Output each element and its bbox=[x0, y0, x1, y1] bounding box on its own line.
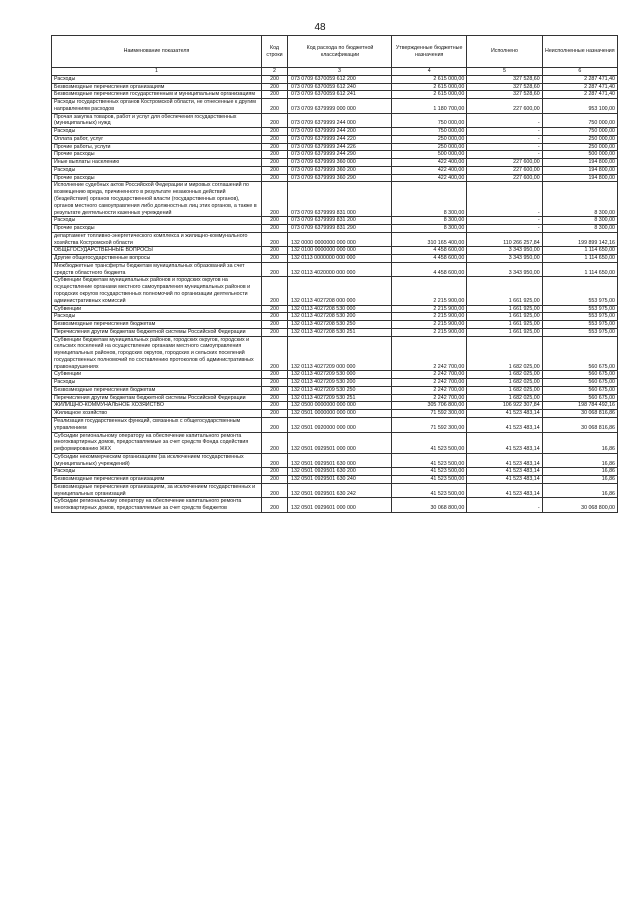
unexecuted-amount-cell: 560 675,00 bbox=[542, 371, 617, 379]
budget-class-code-cell: 132 0501 0929501 630 242 bbox=[288, 483, 392, 498]
table-row bbox=[52, 305, 618, 313]
table-row bbox=[52, 128, 618, 136]
table-row bbox=[52, 468, 618, 476]
unexecuted-amount-cell: 1 114 650,00 bbox=[542, 247, 617, 255]
executed-amount-cell: 41 523 483,14 bbox=[467, 453, 542, 468]
approved-amount-cell: 422 400,00 bbox=[392, 166, 467, 174]
executed-amount-cell: 327 528,60 bbox=[467, 75, 542, 83]
approved-amount-cell: 750 000,00 bbox=[392, 128, 467, 136]
unexecuted-amount-cell: 8 300,00 bbox=[542, 217, 617, 225]
executed-amount-cell: 41 523 483,14 bbox=[467, 476, 542, 484]
line-code-cell: 200 bbox=[262, 232, 288, 247]
approved-amount-cell: 41 523 500,00 bbox=[392, 483, 467, 498]
line-code-cell: 200 bbox=[262, 417, 288, 432]
line-code-cell: 200 bbox=[262, 217, 288, 225]
table-row bbox=[52, 151, 618, 159]
budget-class-code-cell: 073 0709 6379999 244 290 bbox=[288, 151, 392, 159]
table-row bbox=[52, 113, 618, 128]
indicator-name-cell: ОБЩЕГОСУДАРСТВЕННЫЕ ВОПРОСЫ bbox=[52, 247, 262, 255]
executed-amount-cell: 1 682 025,00 bbox=[467, 379, 542, 387]
executed-amount-cell: 1 661 925,00 bbox=[467, 277, 542, 305]
approved-amount-cell: 30 068 800,00 bbox=[392, 498, 467, 513]
header-budget-class-code: Код расхода по бюджетной классификации bbox=[288, 36, 392, 68]
unexecuted-amount-cell: 1 114 650,00 bbox=[542, 255, 617, 263]
line-code-cell: 200 bbox=[262, 410, 288, 418]
line-code-cell: 200 bbox=[262, 432, 288, 453]
line-code-cell: 200 bbox=[262, 453, 288, 468]
line-code-cell: 200 bbox=[262, 247, 288, 255]
line-code-cell: 200 bbox=[262, 99, 288, 114]
executed-amount-cell: 227 600,00 bbox=[467, 99, 542, 114]
indicator-name-cell: Безвозмездные перечисления бюджетам bbox=[52, 386, 262, 394]
approved-amount-cell: 2 615 000,00 bbox=[392, 75, 467, 83]
indicator-name-cell: ЖИЛИЩНО-КОММУНАЛЬНОЕ ХОЗЯЙСТВО bbox=[52, 402, 262, 410]
line-code-cell: 200 bbox=[262, 305, 288, 313]
executed-amount-cell: 41 523 483,14 bbox=[467, 483, 542, 498]
approved-amount-cell: 2 615 000,00 bbox=[392, 83, 467, 91]
line-code-cell: 200 bbox=[262, 174, 288, 182]
indicator-name-cell: Перечисления другим бюджетам бюджетной системы Российской Федерации bbox=[52, 328, 262, 336]
table-row bbox=[52, 174, 618, 182]
budget-class-code-cell: 132 0500 0000000 000 000 bbox=[288, 402, 392, 410]
approved-amount-cell: 2 242 700,00 bbox=[392, 371, 467, 379]
approved-amount-cell: 8 300,00 bbox=[392, 217, 467, 225]
table-row bbox=[52, 75, 618, 83]
approved-amount-cell: 750 000,00 bbox=[392, 113, 467, 128]
executed-amount-cell: 41 523 483,14 bbox=[467, 432, 542, 453]
unexecuted-amount-cell: 2 287 471,40 bbox=[542, 83, 617, 91]
indicator-name-cell: Безвозмездные перечисления организациям bbox=[52, 476, 262, 484]
budget-class-code-cell: 073 0709 6370059 612 241 bbox=[288, 91, 392, 99]
indicator-name-cell: Прочие расходы bbox=[52, 225, 262, 233]
approved-amount-cell: 250 000,00 bbox=[392, 135, 467, 143]
table-body bbox=[52, 75, 618, 512]
approved-amount-cell: 2 215 900,00 bbox=[392, 277, 467, 305]
budget-class-code-cell: 132 0113 4027208 530 000 bbox=[288, 305, 392, 313]
executed-amount-cell: - bbox=[467, 498, 542, 513]
table-header-row bbox=[52, 36, 618, 68]
budget-class-code-cell: 132 0113 4027208 000 000 bbox=[288, 277, 392, 305]
unexecuted-amount-cell: 750 000,00 bbox=[542, 128, 617, 136]
line-code-cell: 200 bbox=[262, 159, 288, 167]
budget-class-code-cell: 073 0709 6379999 831 200 bbox=[288, 217, 392, 225]
line-code-cell: 200 bbox=[262, 483, 288, 498]
indicator-name-cell: Субсидии некоммерческим организациям (за исключением государственных (муниципальных) учреждений) bbox=[52, 453, 262, 468]
approved-amount-cell: 2 215 900,00 bbox=[392, 328, 467, 336]
executed-amount-cell: 227 600,00 bbox=[467, 159, 542, 167]
table-row bbox=[52, 99, 618, 114]
line-code-cell: 200 bbox=[262, 262, 288, 277]
budget-class-code-cell: 132 0113 4027208 530 250 bbox=[288, 321, 392, 329]
line-code-cell: 200 bbox=[262, 128, 288, 136]
unexecuted-amount-cell: 199 899 142,16 bbox=[542, 232, 617, 247]
indicator-name-cell: Оплата работ, услуг bbox=[52, 135, 262, 143]
table-row bbox=[52, 135, 618, 143]
approved-amount-cell: 4 458 600,00 bbox=[392, 247, 467, 255]
unexecuted-amount-cell: 8 300,00 bbox=[542, 225, 617, 233]
budget-class-code-cell: 132 0113 4027208 530 251 bbox=[288, 328, 392, 336]
unexecuted-amount-cell: 500 000,00 bbox=[542, 151, 617, 159]
column-numbers-row bbox=[52, 68, 618, 76]
executed-amount-cell: 41 523 483,14 bbox=[467, 410, 542, 418]
executed-amount-cell: 227 600,00 bbox=[467, 166, 542, 174]
table-row bbox=[52, 143, 618, 151]
executed-amount-cell: - bbox=[467, 113, 542, 128]
header-approved: Утвержденные бюджетные назначения bbox=[392, 36, 467, 68]
table-row bbox=[52, 159, 618, 167]
approved-amount-cell: 422 400,00 bbox=[392, 159, 467, 167]
approved-amount-cell: 2 215 900,00 bbox=[392, 305, 467, 313]
line-code-cell: 200 bbox=[262, 113, 288, 128]
table-row bbox=[52, 402, 618, 410]
executed-amount-cell: - bbox=[467, 217, 542, 225]
unexecuted-amount-cell: 16,86 bbox=[542, 432, 617, 453]
header-line-code: Код строки bbox=[262, 36, 288, 68]
approved-amount-cell: 2 215 900,00 bbox=[392, 313, 467, 321]
line-code-cell: 200 bbox=[262, 91, 288, 99]
unexecuted-amount-cell: 553 975,00 bbox=[542, 277, 617, 305]
indicator-name-cell: департамент топливно-энергетического комплекса и жилищно-коммунального хозяйства Костромской области bbox=[52, 232, 262, 247]
indicator-name-cell: Субсидии региональному оператору на обеспечение капитального ремонта многоквартирных домов, предоставляемые за счет средств Фонда содействия реформированию ЖКХ bbox=[52, 432, 262, 453]
line-code-cell: 200 bbox=[262, 313, 288, 321]
indicator-name-cell: Иные выплаты населению bbox=[52, 159, 262, 167]
column-number: 4 bbox=[392, 68, 467, 76]
unexecuted-amount-cell: 560 675,00 bbox=[542, 336, 617, 371]
budget-class-code-cell: 073 0709 6379999 831 000 bbox=[288, 182, 392, 217]
budget-class-code-cell: 132 0113 4027209 530 200 bbox=[288, 379, 392, 387]
indicator-name-cell: Расходы bbox=[52, 128, 262, 136]
approved-amount-cell: 250 000,00 bbox=[392, 143, 467, 151]
line-code-cell: 200 bbox=[262, 225, 288, 233]
unexecuted-amount-cell: 198 784 492,16 bbox=[542, 402, 617, 410]
line-code-cell: 200 bbox=[262, 83, 288, 91]
budget-class-code-cell: 073 0709 6379999 244 220 bbox=[288, 135, 392, 143]
table-row bbox=[52, 225, 618, 233]
approved-amount-cell: 305 706 800,00 bbox=[392, 402, 467, 410]
table-row bbox=[52, 336, 618, 371]
line-code-cell: 200 bbox=[262, 336, 288, 371]
indicator-name-cell: Расходы государственных органов Костромской области, не отнесенные к другим направлениям расходов bbox=[52, 99, 262, 114]
indicator-name-cell: Безвозмездные перечисления государственным и муниципальным организациям bbox=[52, 91, 262, 99]
indicator-name-cell: Субвенции bbox=[52, 305, 262, 313]
budget-class-code-cell: 132 0501 0929501 630 240 bbox=[288, 476, 392, 484]
line-code-cell: 200 bbox=[262, 371, 288, 379]
indicator-name-cell: Расходы bbox=[52, 166, 262, 174]
budget-class-code-cell: 073 0709 6379999 244 200 bbox=[288, 128, 392, 136]
indicator-name-cell: Прочая закупка товаров, работ и услуг для обеспечения государственных (муниципальных) нужд bbox=[52, 113, 262, 128]
approved-amount-cell: 71 592 300,00 bbox=[392, 410, 467, 418]
budget-class-code-cell: 073 0709 6379999 244 000 bbox=[288, 113, 392, 128]
unexecuted-amount-cell: 16,86 bbox=[542, 468, 617, 476]
approved-amount-cell: 8 300,00 bbox=[392, 225, 467, 233]
approved-amount-cell: 71 592 300,00 bbox=[392, 417, 467, 432]
budget-class-code-cell: 132 0113 4027209 000 000 bbox=[288, 336, 392, 371]
table-row bbox=[52, 453, 618, 468]
table-row bbox=[52, 417, 618, 432]
table-row bbox=[52, 321, 618, 329]
executed-amount-cell: 3 343 950,00 bbox=[467, 262, 542, 277]
table-row bbox=[52, 255, 618, 263]
executed-amount-cell: 327 528,60 bbox=[467, 91, 542, 99]
budget-class-code-cell: 132 0113 0000000 000 000 bbox=[288, 255, 392, 263]
unexecuted-amount-cell: 16,86 bbox=[542, 476, 617, 484]
budget-class-code-cell: 073 0709 6379999 000 000 bbox=[288, 99, 392, 114]
indicator-name-cell: Субвенции бюджетам муниципальных районов и городских округов на осуществление органами местного самоуправления муниципальных районов и городских округов государственных полномочий по организации деятельности административных комиссий bbox=[52, 277, 262, 305]
approved-amount-cell: 500 000,00 bbox=[392, 151, 467, 159]
budget-execution-table bbox=[51, 35, 618, 513]
line-code-cell: 200 bbox=[262, 394, 288, 402]
budget-class-code-cell: 132 0113 4027208 530 200 bbox=[288, 313, 392, 321]
indicator-name-cell: Расходы bbox=[52, 468, 262, 476]
line-code-cell: 200 bbox=[262, 379, 288, 387]
budget-class-code-cell: 132 0501 0929601 000 000 bbox=[288, 498, 392, 513]
table-row bbox=[52, 262, 618, 277]
executed-amount-cell: - bbox=[467, 225, 542, 233]
executed-amount-cell: 1 682 025,00 bbox=[467, 394, 542, 402]
table-row bbox=[52, 386, 618, 394]
budget-class-code-cell: 073 0709 6379999 244 226 bbox=[288, 143, 392, 151]
unexecuted-amount-cell: 194 800,00 bbox=[542, 159, 617, 167]
budget-class-code-cell: 132 0501 0920000 000 000 bbox=[288, 417, 392, 432]
budget-class-code-cell: 132 0501 0929501 630 000 bbox=[288, 453, 392, 468]
executed-amount-cell: 327 528,60 bbox=[467, 83, 542, 91]
table-row bbox=[52, 328, 618, 336]
approved-amount-cell: 2 242 700,00 bbox=[392, 386, 467, 394]
budget-class-code-cell: 132 0100 0000000 000 000 bbox=[288, 247, 392, 255]
unexecuted-amount-cell: 2 287 471,40 bbox=[542, 91, 617, 99]
unexecuted-amount-cell: 560 675,00 bbox=[542, 379, 617, 387]
line-code-cell: 200 bbox=[262, 386, 288, 394]
budget-class-code-cell: 073 0709 6370059 612 200 bbox=[288, 75, 392, 83]
line-code-cell: 200 bbox=[262, 255, 288, 263]
executed-amount-cell: 1 682 025,00 bbox=[467, 386, 542, 394]
approved-amount-cell: 2 242 700,00 bbox=[392, 336, 467, 371]
indicator-name-cell: Расходы bbox=[52, 217, 262, 225]
indicator-name-cell: Другие общегосударственные вопросы bbox=[52, 255, 262, 263]
indicator-name-cell: Жилищное хозяйство bbox=[52, 410, 262, 418]
executed-amount-cell: 41 523 483,14 bbox=[467, 417, 542, 432]
unexecuted-amount-cell: 953 100,00 bbox=[542, 99, 617, 114]
unexecuted-amount-cell: 30 068 816,86 bbox=[542, 417, 617, 432]
unexecuted-amount-cell: 553 975,00 bbox=[542, 328, 617, 336]
executed-amount-cell: 1 661 925,00 bbox=[467, 313, 542, 321]
table-row bbox=[52, 83, 618, 91]
executed-amount-cell: - bbox=[467, 182, 542, 217]
line-code-cell: 200 bbox=[262, 476, 288, 484]
table-row bbox=[52, 483, 618, 498]
unexecuted-amount-cell: 30 068 816,86 bbox=[542, 410, 617, 418]
table-row bbox=[52, 410, 618, 418]
approved-amount-cell: 4 458 600,00 bbox=[392, 255, 467, 263]
executed-amount-cell: 106 922 307,84 bbox=[467, 402, 542, 410]
table-row bbox=[52, 232, 618, 247]
unexecuted-amount-cell: 16,86 bbox=[542, 483, 617, 498]
table-row bbox=[52, 379, 618, 387]
column-number: 2 bbox=[262, 68, 288, 76]
unexecuted-amount-cell: 250 000,00 bbox=[542, 135, 617, 143]
unexecuted-amount-cell: 16,86 bbox=[542, 453, 617, 468]
executed-amount-cell: - bbox=[467, 143, 542, 151]
executed-amount-cell: 3 343 950,00 bbox=[467, 247, 542, 255]
line-code-cell: 200 bbox=[262, 468, 288, 476]
indicator-name-cell: Межбюджетные трансферты бюджетам муниципальных образований за счет средств областного бюджета bbox=[52, 262, 262, 277]
unexecuted-amount-cell: 30 068 800,00 bbox=[542, 498, 617, 513]
column-number: 6 bbox=[542, 68, 617, 76]
unexecuted-amount-cell: 750 000,00 bbox=[542, 113, 617, 128]
line-code-cell: 200 bbox=[262, 402, 288, 410]
budget-class-code-cell: 073 0709 6379999 360 200 bbox=[288, 166, 392, 174]
indicator-name-cell: Безвозмездные перечисления организациям bbox=[52, 83, 262, 91]
executed-amount-cell: 110 266 257,84 bbox=[467, 232, 542, 247]
executed-amount-cell: 1 661 925,00 bbox=[467, 305, 542, 313]
budget-class-code-cell: 132 0000 0000000 000 000 bbox=[288, 232, 392, 247]
budget-class-code-cell: 073 0709 6379999 360 290 bbox=[288, 174, 392, 182]
indicator-name-cell: Прочие работы, услуги bbox=[52, 143, 262, 151]
indicator-name-cell: Расходы bbox=[52, 75, 262, 83]
table-row bbox=[52, 432, 618, 453]
table-row bbox=[52, 91, 618, 99]
approved-amount-cell: 2 242 700,00 bbox=[392, 394, 467, 402]
approved-amount-cell: 2 215 900,00 bbox=[392, 321, 467, 329]
approved-amount-cell: 41 523 500,00 bbox=[392, 468, 467, 476]
line-code-cell: 200 bbox=[262, 75, 288, 83]
line-code-cell: 200 bbox=[262, 328, 288, 336]
unexecuted-amount-cell: 194 800,00 bbox=[542, 174, 617, 182]
executed-amount-cell: 3 343 950,00 bbox=[467, 255, 542, 263]
line-code-cell: 200 bbox=[262, 151, 288, 159]
executed-amount-cell: 1 682 025,00 bbox=[467, 371, 542, 379]
table-row bbox=[52, 277, 618, 305]
indicator-name-cell: Субвенции бюджетам муниципальных районов, городских округов, городских и сельских поселений на осуществление органами местного самоуправления муниципальных районов, городских округов, городских и сельских поселений государственных полномочий по составлению протоколов об административных правонарушениях bbox=[52, 336, 262, 371]
indicator-name-cell: Исполнение судебных актов Российской Федерации и мировых соглашений по возмещению вреда, причиненного в результате незаконных действий (бездействия) органов государственной власти (государственных органов), органов местного самоуправления либо должностных лиц этих органов, а также в результате деятельности казенных учреждений bbox=[52, 182, 262, 217]
unexecuted-amount-cell: 194 800,00 bbox=[542, 166, 617, 174]
budget-class-code-cell: 132 0501 0000000 000 000 bbox=[288, 410, 392, 418]
line-code-cell: 200 bbox=[262, 498, 288, 513]
indicator-name-cell: Расходы bbox=[52, 313, 262, 321]
indicator-name-cell: Субвенции bbox=[52, 371, 262, 379]
column-number: 5 bbox=[467, 68, 542, 76]
table-row bbox=[52, 394, 618, 402]
approved-amount-cell: 41 523 500,00 bbox=[392, 432, 467, 453]
unexecuted-amount-cell: 250 000,00 bbox=[542, 143, 617, 151]
unexecuted-amount-cell: 560 675,00 bbox=[542, 394, 617, 402]
table-row bbox=[52, 247, 618, 255]
budget-class-code-cell: 073 0709 6379999 360 000 bbox=[288, 159, 392, 167]
approved-amount-cell: 41 523 500,00 bbox=[392, 476, 467, 484]
indicator-name-cell: Безвозмездные перечисления бюджетам bbox=[52, 321, 262, 329]
table-row bbox=[52, 476, 618, 484]
executed-amount-cell: - bbox=[467, 128, 542, 136]
executed-amount-cell: 227 600,00 bbox=[467, 174, 542, 182]
indicator-name-cell: Безвозмездные перечисления организациям, за исключением государственных и муниципальных организаций bbox=[52, 483, 262, 498]
line-code-cell: 200 bbox=[262, 182, 288, 217]
page-number: 48 bbox=[314, 22, 326, 33]
approved-amount-cell: 310 165 400,00 bbox=[392, 232, 467, 247]
header-executed: Исполнено bbox=[467, 36, 542, 68]
table-row bbox=[52, 313, 618, 321]
column-number: 1 bbox=[52, 68, 262, 76]
approved-amount-cell: 41 523 500,00 bbox=[392, 453, 467, 468]
approved-amount-cell: 1 180 700,00 bbox=[392, 99, 467, 114]
executed-amount-cell: - bbox=[467, 151, 542, 159]
unexecuted-amount-cell: 553 975,00 bbox=[542, 321, 617, 329]
line-code-cell: 200 bbox=[262, 277, 288, 305]
budget-class-code-cell: 132 0113 4020000 000 000 bbox=[288, 262, 392, 277]
table-row bbox=[52, 371, 618, 379]
indicator-name-cell: Перечисления другим бюджетам бюджетной системы Российской Федерации bbox=[52, 394, 262, 402]
executed-amount-cell: 41 523 483,14 bbox=[467, 468, 542, 476]
header-indicator-name: Наименование показателя bbox=[52, 36, 262, 68]
approved-amount-cell: 2 242 700,00 bbox=[392, 379, 467, 387]
unexecuted-amount-cell: 1 114 650,00 bbox=[542, 262, 617, 277]
approved-amount-cell: 8 300,00 bbox=[392, 182, 467, 217]
line-code-cell: 200 bbox=[262, 135, 288, 143]
unexecuted-amount-cell: 560 675,00 bbox=[542, 386, 617, 394]
approved-amount-cell: 2 615 000,00 bbox=[392, 91, 467, 99]
budget-class-code-cell: 073 0709 6370059 612 240 bbox=[288, 83, 392, 91]
budget-class-code-cell: 132 0113 4027209 530 251 bbox=[288, 394, 392, 402]
unexecuted-amount-cell: 2 287 471,40 bbox=[542, 75, 617, 83]
indicator-name-cell: Прочие расходы bbox=[52, 151, 262, 159]
unexecuted-amount-cell: 553 975,00 bbox=[542, 313, 617, 321]
line-code-cell: 200 bbox=[262, 166, 288, 174]
budget-class-code-cell: 073 0709 6379999 831 290 bbox=[288, 225, 392, 233]
budget-class-code-cell: 132 0113 4027209 530 000 bbox=[288, 371, 392, 379]
header-unexecuted: Неисполненные назначения bbox=[542, 36, 617, 68]
indicator-name-cell: Реализация государственных функций, связанных с общегосударственным управлением bbox=[52, 417, 262, 432]
indicator-name-cell: Прочие расходы bbox=[52, 174, 262, 182]
executed-amount-cell: 1 661 925,00 bbox=[467, 328, 542, 336]
unexecuted-amount-cell: 553 975,00 bbox=[542, 305, 617, 313]
indicator-name-cell: Расходы bbox=[52, 379, 262, 387]
approved-amount-cell: 422 400,00 bbox=[392, 174, 467, 182]
unexecuted-amount-cell: 8 300,00 bbox=[542, 182, 617, 217]
executed-amount-cell: 1 682 025,00 bbox=[467, 336, 542, 371]
table-row bbox=[52, 166, 618, 174]
budget-class-code-cell: 132 0501 0929501 630 200 bbox=[288, 468, 392, 476]
executed-amount-cell: - bbox=[467, 135, 542, 143]
column-number: 3 bbox=[288, 68, 392, 76]
budget-class-code-cell: 132 0113 4027209 530 250 bbox=[288, 386, 392, 394]
line-code-cell: 200 bbox=[262, 143, 288, 151]
budget-class-code-cell: 132 0501 0929501 000 000 bbox=[288, 432, 392, 453]
table-row bbox=[52, 498, 618, 513]
table-row bbox=[52, 217, 618, 225]
line-code-cell: 200 bbox=[262, 321, 288, 329]
approved-amount-cell: 4 458 600,00 bbox=[392, 262, 467, 277]
indicator-name-cell: Субсидии региональному оператору на обеспечение капитального ремонта многоквартирных домов, предоставляемые за счет средств бюджетов bbox=[52, 498, 262, 513]
table-row bbox=[52, 182, 618, 217]
executed-amount-cell: 1 661 925,00 bbox=[467, 321, 542, 329]
